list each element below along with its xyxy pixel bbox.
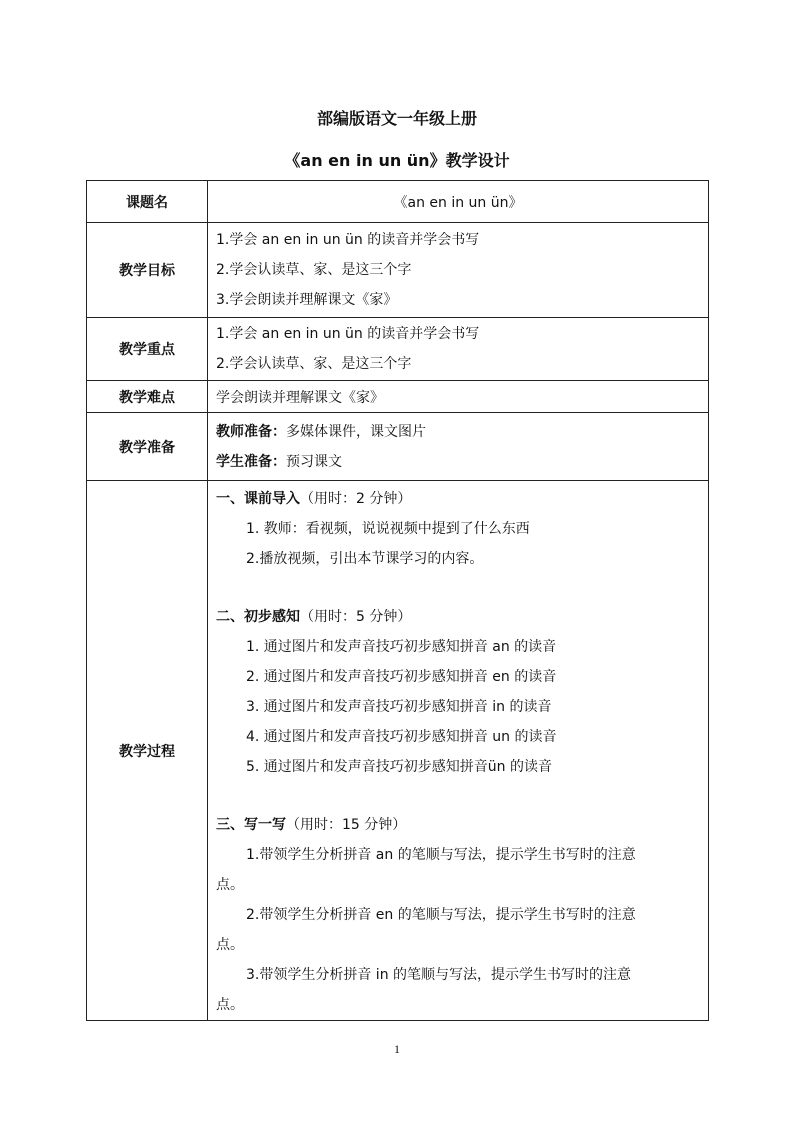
process-item: 1. 教师：看视频，说说视频中提到了什么东西 [246,521,530,537]
process-item-continuation: 点。 [216,937,244,953]
process-item: 3.带领学生分析拼音 in 的笔顺与写法，提示学生书写时的注意 [246,967,632,983]
document-subtitle: 《an en in un ün》教学设计 [284,151,510,170]
section-heading: 三、写一写（用时：15 分钟） [216,817,407,833]
goal-item: 2.学会认读草、家、是这三个字 [216,262,412,278]
process-item: 1. 通过图片和发声音技巧初步感知拼音 an 的读音 [246,639,557,655]
row-topic [87,181,709,223]
prep-content [208,413,709,481]
row-difficulty [87,381,709,413]
process-item-continuation: 点。 [216,997,244,1013]
goal-item: 3.学会朗读并理解课文《家》 [216,292,398,308]
process-item: 2.带领学生分析拼音 en 的笔顺与写法，提示学生书写时的注意 [246,907,636,923]
key-item: 1.学会 an en in un ün 的读音并学会书写 [216,326,480,342]
process-content [208,481,709,1021]
row-preparation [87,413,709,481]
key-item: 2.学会认读草、家、是这三个字 [216,356,412,372]
goals-label: 教学目标 [87,223,208,318]
difficulty-value: 学会朗读并理解课文《家》 [208,381,709,413]
process-item: 3. 通过图片和发声音技巧初步感知拼音 in 的读音 [246,699,552,715]
process-item: 4. 通过图片和发声音技巧初步感知拼音 un 的读音 [246,729,557,745]
key-content [208,318,709,381]
key-label: 教学重点 [87,318,208,381]
row-key-points [87,318,709,381]
difficulty-label: 教学难点 [87,381,208,413]
document-title: 部编版语文一年级上册 [316,109,477,128]
row-process [87,481,709,1021]
process-item: 2. 通过图片和发声音技巧初步感知拼音 en 的读音 [246,669,557,685]
teacher-prep [216,417,700,447]
section-heading: 一、课前导入（用时：2 分钟） [216,491,412,507]
topic-label: 课题名 [87,181,208,223]
process-label: 教学过程 [87,481,208,1021]
goal-item: 1.学会 an en in un ün 的读音并学会书写 [216,232,480,248]
topic-value: 《an en in un ün》 [208,181,709,223]
process-item: 2.播放视频，引出本节课学习的内容。 [246,551,484,567]
page-number: 1 [394,1042,400,1056]
student-prep-label: 学生准备： [216,453,286,470]
goals-content [208,223,709,318]
prep-label: 教学准备 [87,413,208,481]
process-item: 5. 通过图片和发声音技巧初步感知拼音ün 的读音 [246,759,553,775]
student-prep-value: 预习课文 [286,453,342,470]
process-item-continuation: 点。 [216,877,244,893]
student-prep [216,447,700,477]
row-goals [87,223,709,318]
lesson-plan-table [86,180,709,1021]
section-heading: 二、初步感知（用时：5 分钟） [216,609,412,625]
process-item: 1.带领学生分析拼音 an 的笔顺与写法，提示学生书写时的注意 [246,847,636,863]
teacher-prep-value: 多媒体课件，课文图片 [286,423,426,440]
teacher-prep-label: 教师准备： [216,423,286,440]
